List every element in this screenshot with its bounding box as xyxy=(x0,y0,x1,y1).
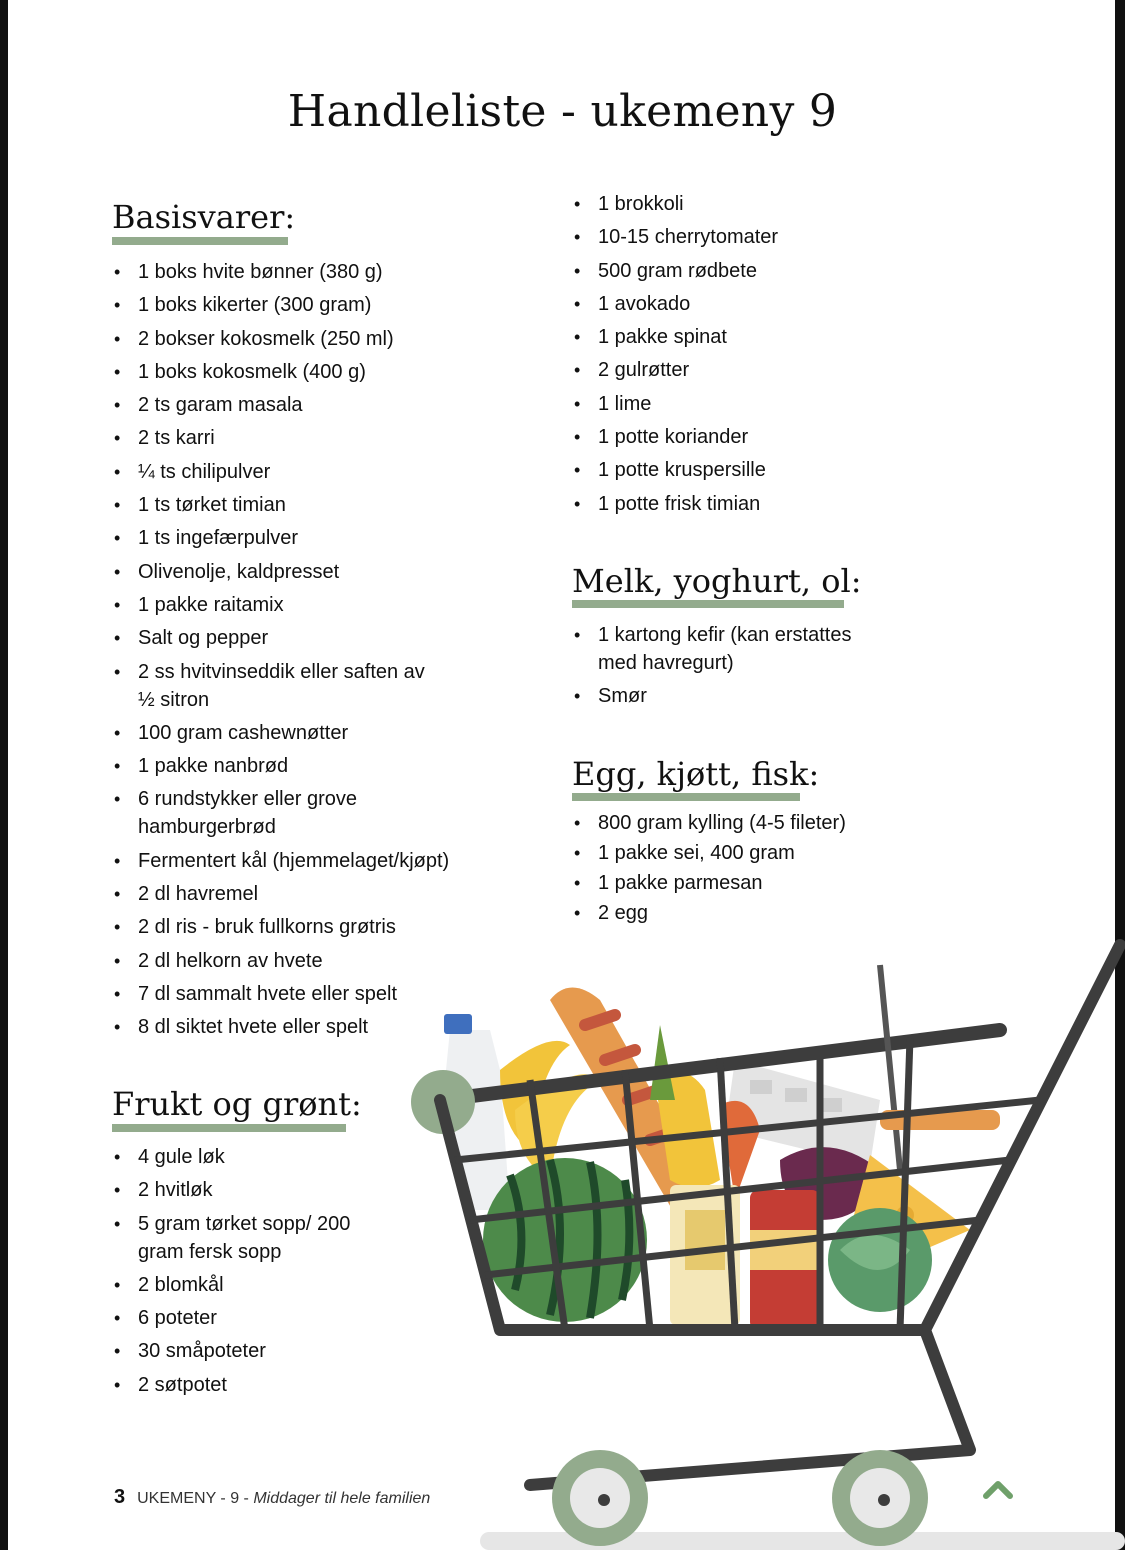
heading-frukt-og-gront: Frukt og grønt: xyxy=(112,1085,362,1123)
list-item: • 6 rundstykker eller grove hamburgerbrød xyxy=(112,785,408,841)
heading-underline xyxy=(112,1124,346,1132)
list-item: • Salt og pepper xyxy=(112,624,492,652)
list-item: • 1 boks kokosmelk (400 g) xyxy=(112,358,492,386)
heading-egg-kjott-fisk: Egg, kjøtt, fisk: xyxy=(572,755,820,793)
heading-underline xyxy=(112,237,288,245)
scroll-up-chevron-icon[interactable] xyxy=(982,1478,1014,1500)
shopping-cart-illustration xyxy=(400,930,1125,1550)
list-item: • 1 pakke parmesan xyxy=(572,870,892,896)
list-item: • 4 gule løk xyxy=(112,1143,392,1171)
list-frukt-og-gront-continued xyxy=(572,190,892,523)
footer-label: UKEMENY xyxy=(137,1490,216,1507)
heading-underline xyxy=(572,793,800,801)
page-footer xyxy=(114,1486,430,1509)
list-item: • 2 dl ris - bruk fullkorns grøtris xyxy=(112,913,492,941)
list-item: • 2 søtpotet xyxy=(112,1371,392,1399)
list-item: • 1 avokado xyxy=(572,290,892,318)
list-item: • 5 gram tørket sopp/ 200 gram fersk sopp xyxy=(112,1210,358,1266)
list-basisvarer xyxy=(112,258,492,1047)
footer-separator: - 9 - xyxy=(220,1490,249,1507)
list-item: • 1 brokkoli xyxy=(572,190,892,218)
list-item: • 2 dl helkorn av hvete xyxy=(112,947,492,975)
list-item: • 1 boks hvite bønner (380 g) xyxy=(112,258,492,286)
list-item: • 1 kartong kefir (kan erstattes med havregurt) xyxy=(572,621,892,677)
left-edge-bar xyxy=(0,0,8,1550)
list-item: • 2 ss hvitvinseddik eller saften av ½ sitron xyxy=(112,658,428,714)
list-item: • 1 pakke sei, 400 gram xyxy=(572,840,892,866)
list-item: • ¼ ts chilipulver xyxy=(112,458,492,486)
list-item: • 800 gram kylling (4-5 fileter) xyxy=(572,810,892,836)
list-egg-kjott-fisk xyxy=(572,810,892,930)
footer-subtitle: Middager til hele familien xyxy=(253,1490,431,1507)
list-item: • 30 småpoteter xyxy=(112,1337,392,1365)
list-item: • 1 potte koriander xyxy=(572,423,892,451)
list-item: • Smør xyxy=(572,682,892,710)
list-item: • 1 ts ingefærpulver xyxy=(112,524,492,552)
list-item: • 100 gram cashewnøtter xyxy=(112,719,492,747)
list-item: • 1 pakke nanbrød xyxy=(112,752,492,780)
list-item: • 2 dl havremel xyxy=(112,880,492,908)
heading-basisvarer: Basisvarer: xyxy=(112,198,296,236)
list-item: • Fermentert kål (hjemmelaget/kjøpt) xyxy=(112,847,492,875)
list-frukt-og-gront xyxy=(112,1143,392,1404)
list-item: • 8 dl siktet hvete eller spelt xyxy=(112,1013,492,1041)
list-item: • 10-15 cherrytomater xyxy=(572,223,892,251)
list-item: • 1 pakke spinat xyxy=(572,323,892,351)
list-melk-yoghurt xyxy=(572,621,892,716)
list-item: • 7 dl sammalt hvete eller spelt xyxy=(112,980,492,1008)
list-item: • 2 egg xyxy=(572,900,892,926)
page-number: 3 xyxy=(114,1486,126,1508)
list-item: • 1 lime xyxy=(572,390,892,418)
page-title: Handleliste - ukemeny 9 xyxy=(287,86,838,137)
list-item: • 6 poteter xyxy=(112,1304,392,1332)
list-item: • 1 potte kruspersille xyxy=(572,456,892,484)
list-item: • 2 ts karri xyxy=(112,424,492,452)
list-item: • 2 ts garam masala xyxy=(112,391,492,419)
list-item: • 1 potte frisk timian xyxy=(572,490,892,518)
list-item: • Olivenolje, kaldpresset xyxy=(112,558,492,586)
list-item: • 1 boks kikerter (300 gram) xyxy=(112,291,492,319)
list-item: • 1 ts tørket timian xyxy=(112,491,492,519)
list-item: • 500 gram rødbete xyxy=(572,257,892,285)
heading-underline xyxy=(572,600,844,608)
list-item: • 1 pakke raitamix xyxy=(112,591,492,619)
list-item: • 2 bokser kokosmelk (250 ml) xyxy=(112,325,492,353)
list-item: • 2 gulrøtter xyxy=(572,356,892,384)
list-item: • 2 blomkål xyxy=(112,1271,392,1299)
heading-melk-yoghurt: Melk, yoghurt, ol: xyxy=(572,562,862,600)
list-item: • 2 hvitløk xyxy=(112,1176,392,1204)
